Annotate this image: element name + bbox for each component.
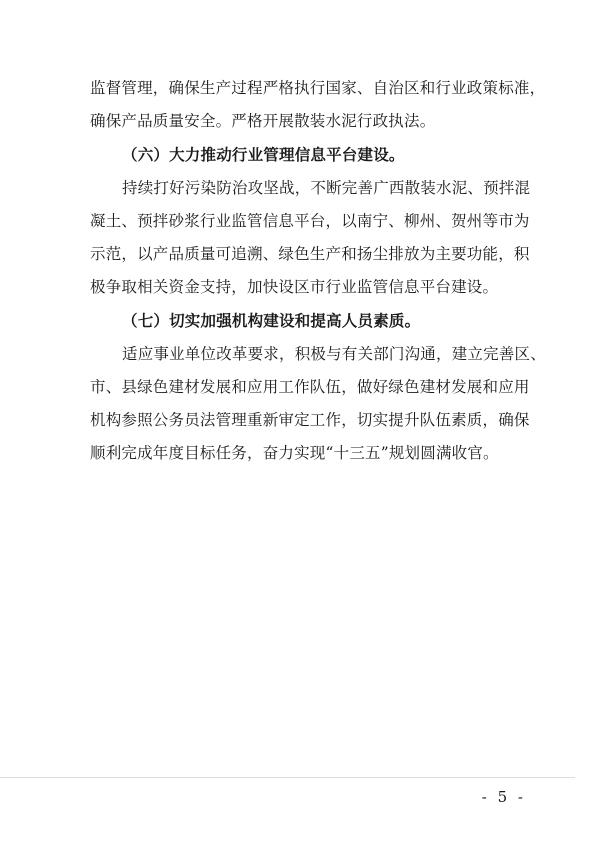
- text-line: 确保产品质量安全。严格开展散装水泥行政执法。: [90, 112, 436, 131]
- text-line: 极争取相关资金支持，加快设区市行业监管信息平台建设。: [90, 278, 499, 297]
- text-line: 示范，以产品质量可追溯、绿色生产和扬尘排放为主要功能，积: [90, 244, 530, 263]
- section-heading-7: （七）切实加强机构建设和提高人员素质。: [122, 311, 421, 331]
- text-line: 顺利完成年度目标任务，奋力实现“十三五”规划圆满收官。: [90, 444, 499, 463]
- text-line: 凝土、预拌砂浆行业监管信息平台，以南宁、柳州、贺州等市为: [90, 211, 530, 230]
- body-text: [90, 72, 546, 470]
- section-heading-6: （六）大力推动行业管理信息平台建设。: [122, 145, 405, 165]
- footer-divider: [0, 777, 575, 778]
- text-line: 监督管理，确保生产过程严格执行国家、自治区和行业政策标准，: [90, 79, 546, 97]
- text-line: 适应事业单位改革要求，积极与有关部门沟通，建立完善区、: [122, 344, 546, 363]
- text-line: 持续打好污染防治攻坚战，不断完善广西散装水泥、预拌混: [122, 178, 531, 197]
- page-number: - 5 -: [481, 788, 526, 806]
- text-line: 市、县绿色建材发展和应用工作队伍，做好绿色建材发展和应用: [90, 377, 530, 396]
- text-line: 机构参照公务员法管理重新审定工作，切实提升队伍素质，确保: [90, 410, 530, 429]
